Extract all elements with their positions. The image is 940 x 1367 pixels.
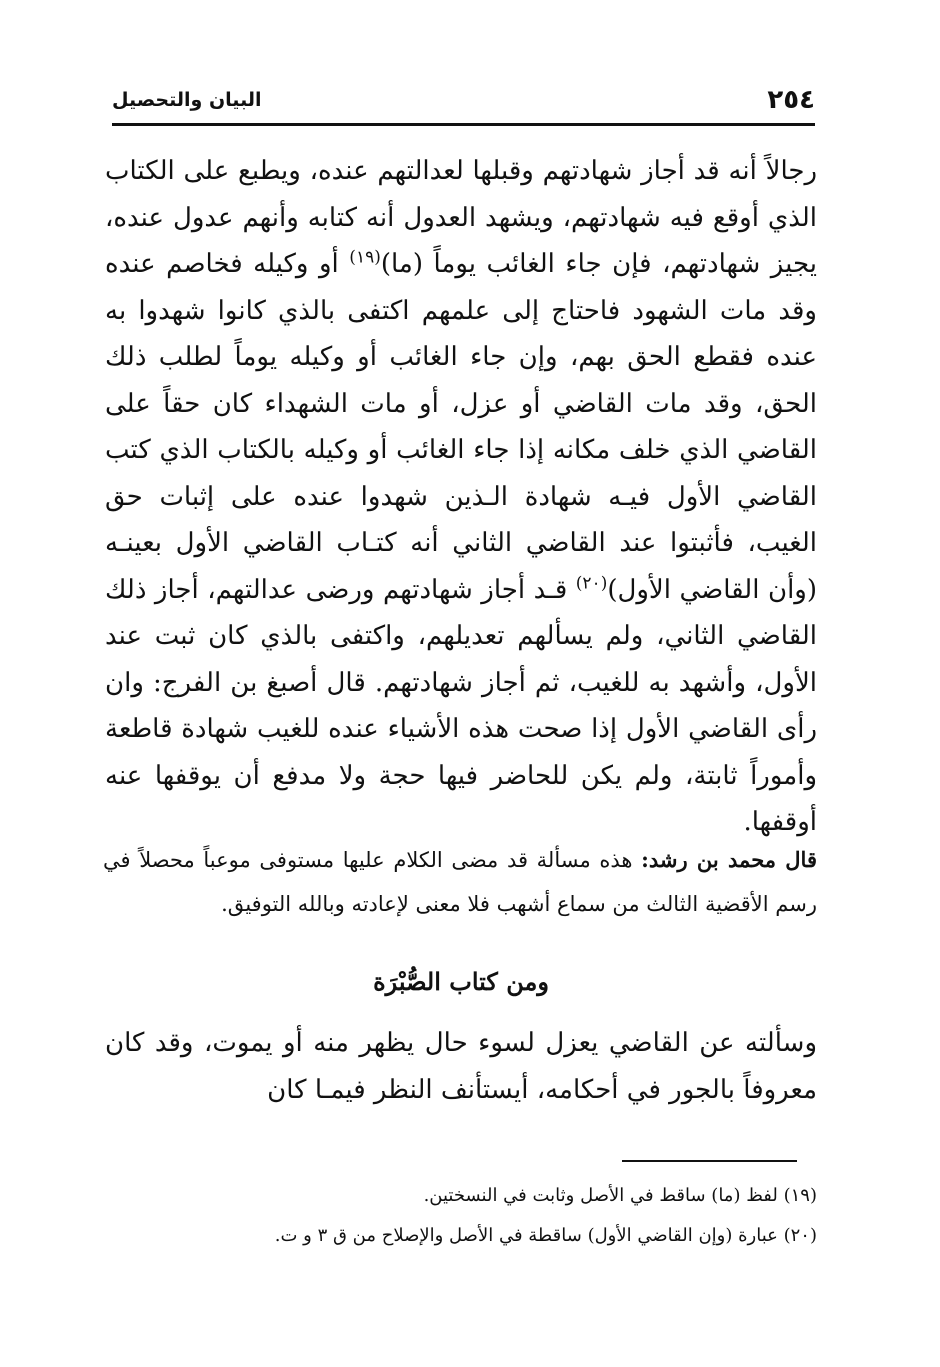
paragraph-text-part3: قـد أجاز شهادتهم ورضى عدالتهم، أجاز ذلك القاضي الثاني، ولم يسألهم تعديلهم، واكتفى بالذي كان ثبت عند الأول، وأشهد به للغيب، ثم أجاز شهادتهم. قال أصبغ بن الفرج: وان رأى القاضي الأول إذا صحت هذه الأشياء عنده للغيب شهادة قاطعة وأموراً ثابتة، ولم يكن للحاضر فيها حجة ولا مدفع أن يوقفها عنه أوقفها.	[105, 574, 817, 837]
paragraph-text-part1: رجالاً أنه قد أجاز شهادتهم وقبلها لعدالتهم عنده، ويطبع على الكتاب الذي أوقع فيه شهادتهم، ويشهد العدول أنه كتابه وأنهم عدول عنده، يجيز شهادتهم، فإن جاء الغائب يوماً (ما)	[105, 156, 817, 279]
footnote-19: (١٩) لفظ (ما) ساقط في الأصل وثابت في النسختين.	[423, 1185, 817, 1206]
footnote-ref-20: (٢٠)	[575, 572, 608, 593]
footnotes	[105, 1176, 817, 1256]
header-rule	[112, 123, 815, 126]
footnote-separator	[622, 1160, 797, 1162]
footnote-20: (٢٠) عبارة (وإن القاضي الأول) ساقطة في الأصل والإصلاح من ق ٣ و ت.	[274, 1225, 817, 1246]
commentary-paragraph	[103, 838, 817, 926]
running-title: البيان والتحصيل	[112, 89, 262, 111]
commentary-text: هذه مسألة قد مضى الكلام عليها مستوفى موعباً محصلاً في رسم الأقضية الثالث من سماع أشهب فلا معنى لإعادته وبالله التوفيق.	[103, 848, 817, 916]
paragraph-text-part2: أو وكيله فخاصم عنده وقد مات الشهود فاحتاج إلى علمهم اكتفى بالذي كانوا شهدوا به عنده فقطع الحق بهم، وإن جاء الغائب أو وكيله يوماً لطلب ذلك الحق، وقد مات القاضي أو عزل، أو مات الشهداء كان حقاً على القاضي الذي خلف مكانه إذا جاء الغائب أو وكيله بالكتاب الذي كتب القاضي الأول فيـه شهادة الـذين شهدوا عنده على إثبات حق الغيب، فأثبتوا عند القاضي الثاني أنه كتـاب القاضي الأول بعينـه (وأن القاضي الأول)	[105, 249, 817, 605]
main-paragraph	[105, 148, 817, 846]
question-paragraph: وسألته عن القاضي يعزل لسوء حال يظهر منه أو يموت، وقد كان معروفاً بالجور في أحكامه، أيستأنف النظر فيمـا كان	[105, 1028, 817, 1105]
footnote-ref-19: (١٩)	[349, 247, 381, 268]
page-number: ٢٥٤	[767, 85, 815, 115]
section-heading: ومن كتاب الصُّبْرَة	[373, 967, 549, 996]
running-header	[112, 82, 815, 118]
commentary-speaker: قال محمد بن رشد:	[641, 847, 817, 872]
